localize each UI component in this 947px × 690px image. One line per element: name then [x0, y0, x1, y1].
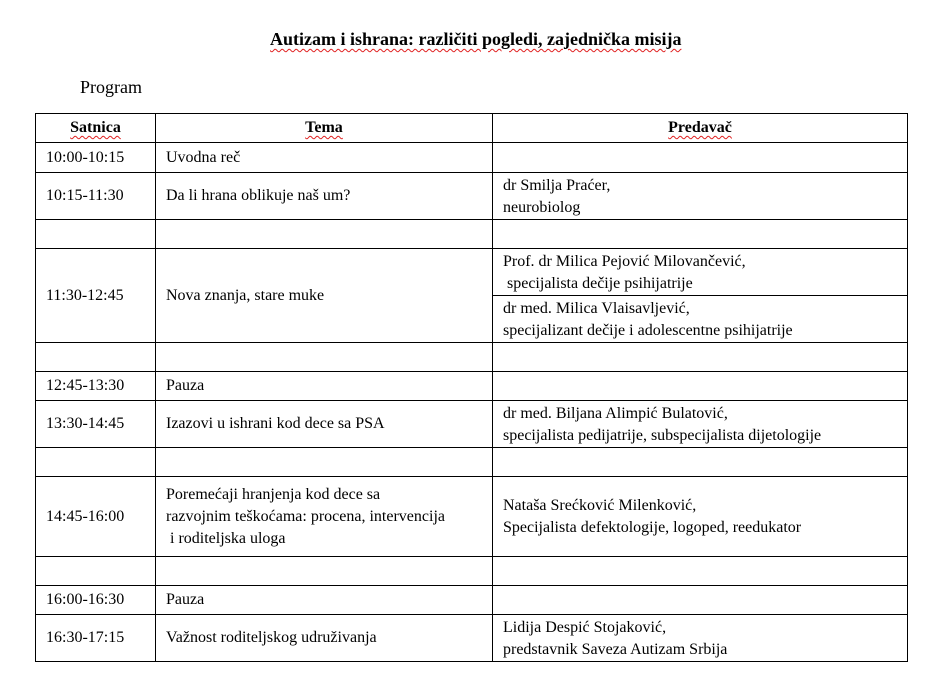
topic-line: Poremećaji hranjenja kod dece sa — [166, 485, 381, 503]
speaker-role: neurobiolog — [503, 199, 581, 216]
topic-cell: Pauza — [156, 372, 493, 401]
topic-cell: Da li hrana oblikuje naš um? — [156, 173, 493, 220]
document-title: Autizam i ishrana: različiti pogledi, zajednička misija — [270, 29, 682, 49]
blank-cell — [156, 343, 493, 372]
speaker-role: predstavnik Saveza Autizam Srbija — [503, 641, 728, 658]
topic-cell: Važnost roditeljskog udruživanja — [156, 615, 493, 662]
blank-row — [36, 220, 908, 249]
table-row — [36, 249, 908, 296]
blank-cell — [156, 448, 493, 477]
topic-cell: Uvodna reč — [156, 143, 493, 173]
time-cell: 10:00-10:15 — [36, 143, 156, 173]
time-cell: 16:30-17:15 — [36, 615, 156, 662]
speaker-name: Prof. dr Milica Pejović Milovančević, — [503, 253, 746, 270]
table-row — [36, 372, 908, 401]
blank-cell — [36, 220, 156, 249]
header-predavac — [493, 114, 908, 143]
speaker-name: dr Smilja Praćer, — [503, 177, 611, 194]
table-row — [36, 173, 908, 220]
time-cell: 13:30-14:45 — [36, 401, 156, 448]
speaker-name: Nataša Srećković Milenković, — [503, 496, 697, 514]
blank-row — [36, 557, 908, 586]
blank-cell — [156, 220, 493, 249]
speaker-role: specijalista pedijatrije, subspecijalista dijetologije — [503, 427, 822, 444]
speaker-name: dr med. Milica Vlaisavljević, — [503, 300, 690, 317]
speaker-cell — [493, 477, 908, 557]
topic-line: razvojnim teškoćama: procena, intervencija — [166, 507, 445, 525]
table-row — [36, 143, 908, 173]
header-satnica: Satnica — [36, 114, 156, 143]
speaker-cell — [493, 586, 908, 615]
blank-cell — [493, 343, 908, 372]
speaker-cell — [493, 615, 908, 662]
topic-line: i roditeljska uloga — [170, 529, 286, 547]
table-row — [36, 615, 908, 662]
table-header-row — [36, 114, 908, 143]
topic-cell: Nova znanja, stare muke — [156, 249, 493, 343]
program-table — [35, 113, 908, 662]
speaker-role: specijalista dečije psihijatrije — [507, 275, 693, 292]
blank-cell — [36, 557, 156, 586]
header-tema — [156, 114, 493, 143]
time-cell: 16:00-16:30 — [36, 586, 156, 615]
blank-cell — [156, 557, 493, 586]
program-heading: Program — [80, 77, 142, 97]
blank-cell — [493, 448, 908, 477]
time-cell: 14:45-16:00 — [36, 477, 156, 557]
time-cell: 11:30-12:45 — [36, 249, 156, 343]
blank-row — [36, 448, 908, 477]
blank-cell — [36, 343, 156, 372]
table-row — [36, 586, 908, 615]
table-row — [36, 401, 908, 448]
speaker-role: Specijalista defektologije, logoped, reedukator — [503, 518, 802, 536]
table-row — [36, 477, 908, 557]
header-predavac-label: Predavač — [668, 119, 732, 136]
speaker-cell — [493, 372, 908, 401]
speaker-name: Lidija Despić Stojaković, — [503, 619, 667, 636]
topic-cell — [156, 477, 493, 557]
speaker-cell — [493, 143, 908, 173]
topic-cell: Izazovi u ishrani kod dece sa PSA — [156, 401, 493, 448]
time-cell: 10:15-11:30 — [36, 173, 156, 220]
time-cell: 12:45-13:30 — [36, 372, 156, 401]
speaker-cell — [493, 296, 908, 343]
speaker-cell — [493, 173, 908, 220]
topic-cell: Pauza — [156, 586, 493, 615]
speaker-name: dr med. Biljana Alimpić Bulatović, — [503, 405, 728, 422]
blank-cell — [493, 557, 908, 586]
blank-cell — [493, 220, 908, 249]
header-tema-label: Tema — [305, 119, 343, 136]
speaker-role: specijalizant dečije i adolescentne psihijatrije — [503, 322, 793, 339]
speaker-cell — [493, 249, 908, 296]
blank-cell — [36, 448, 156, 477]
blank-row — [36, 343, 908, 372]
speaker-cell — [493, 401, 908, 448]
